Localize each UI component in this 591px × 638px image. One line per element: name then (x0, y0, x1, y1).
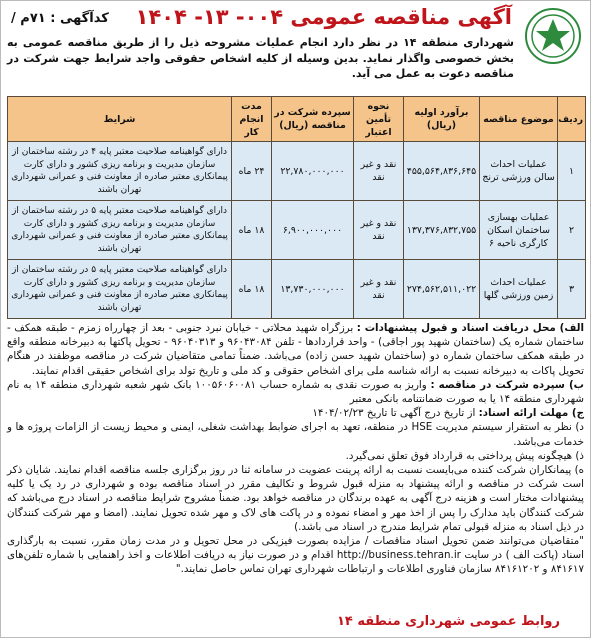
col-header-duration: مدت انجام کار (232, 97, 272, 142)
cell-conditions: دارای گواهینامه صلاحیت معتبر پایه ۵ در رشته ساختمان از سازمان مدیریت و برنامه ریزی کشور و دارای کارت پیمانکاری معتبر صادره از معاونت فنی و عمرانی شهرداری تهران باشند (8, 260, 232, 319)
cell-subject: عملیات احداث زمین ورزشی گلها (480, 260, 558, 319)
tehran-municipality-logo-icon (522, 5, 584, 67)
section-f: ه) پیمانکاران شرکت کننده می‌بایست نسبت به ارائه پرینت عضویت در سامانه ثنا در روز برگزاری جلسه مناقصه اقدام نمایند. شایان ذکر است شرکت در مناقصه و ارائه پیشنهاد به منزله قبول شروط و تکالیف مقرر در اسناد مناقصه بوده و شهرداری در رد یک یا کلیه پیشنهادات مختار است و هزینه درج آگهی به عهده برندگان در مناقصه خواهد بود. ضمناً مشروح شرایط مناقصه در اسناد درج می‌باشد که شرکت کنندگان باید مدارک را پس از اخذ مهر و امضاء نموده و در پاکت های لاک و مهر شده تحویل نمایند. (امضا و مهر شرکت کنندگان در ذیل اسناد به منزله قبولی تمام شرایط مندرج در اسناد می باشد.) (7, 464, 584, 533)
tender-table (7, 96, 586, 319)
col-header-deposit: سپرده شرکت در مناقصه (ریال) (272, 97, 354, 142)
footer-signature: روابط عمومی شهرداری منطقه ۱۴ (337, 614, 560, 629)
cell-row-number: ۳ (558, 260, 586, 319)
col-header-conditions: شرایط (8, 97, 232, 142)
cell-subject: عملیات بهسازی ساختمان اسکان کارگری ناحیه ۶ (480, 201, 558, 260)
section-b (7, 378, 584, 406)
col-header-estimate: برآورد اولیه (ریال) (404, 97, 480, 142)
cell-subject: عملیات احداث سالن ورزشی ترنج (480, 142, 558, 201)
col-header-row-number: ردیف (558, 97, 586, 142)
col-header-funding: نحوه تأمین اعتبار (354, 97, 404, 142)
cell-estimate: ۴۵۵,۵۶۴,۸۳۶,۶۴۵ (404, 142, 480, 201)
notice-title: آگهی مناقصه عمومی ۰۰۴- ۱۳- ۱۴۰۴ (135, 5, 512, 29)
cell-row-number: ۱ (558, 142, 586, 201)
cell-row-number: ۲ (558, 201, 586, 260)
table-row (8, 142, 586, 201)
section-e: ذ) هیچگونه پیش پرداختی به قرارداد فوق تعلق نمی‌گیرد. (345, 449, 584, 462)
col-header-subject: موضوع مناقصه (480, 97, 558, 142)
cell-funding: نقد و غیر نقد (354, 142, 404, 201)
section-g: "متقاضیان می‌توانند ضمن تحویل اسناد مناقصات / مزایده بصورت فیزیکی در محل تحویل و در مدت زمان مقرر، نسبت به بارگذاری اسناد (پاکت الف ) در سایت http://business.tehran.ir اقدام و در صورت نیاز به دریافت اطلاعات و اخذ راهنمایی با شماره تلفن‌های ۸۴۱۶۱۷ و ۸۴۱۶۱۲۰۲ سازمان فناوری اطلاعات و ارتباطات شهرداری تهران تماس حاصل نمایند." (7, 535, 584, 576)
cell-duration: ۱۸ ماه (232, 201, 272, 260)
table-header-row (8, 97, 586, 142)
cell-funding: نقد و غیر نقد (354, 201, 404, 260)
cell-deposit: ۶,۹۰۰,۰۰۰,۰۰۰ (272, 201, 354, 260)
section-a-label: الف) محل دریافت اسناد و قبول پیشنهادات : (356, 322, 584, 334)
notice-body (7, 321, 584, 577)
section-a-text: برزگراه شهید محلاتی - خیابان نبرد جنوبی - بعد از چهارراه زمزم - طبقه همکف - ساختمان شماره یک (ساختمان شهید پور اجاقی) - واحد قراردادها - تلفن ۹۶۰۴۳۰۸۴ و ۹۶۰۴۰۳۱۳ - تحویل پاکتها به دبیرخانه منطقه واقع در طبقه همکف ساختمان شماره دو (ساختمان شهید حسن زاده) می‌باشد. ضمناً تمامی متقاضیان شرکت در مناقصه موظفند در هنگام تحویل پاکات به دبیرخانه نسبت به ارائه شناسه ملی برای اشخاص حقوقی و کد ملی و تاریخ تولد برای اشخاص حقیقی اقدام نمایند. (7, 322, 584, 377)
cell-conditions: دارای گواهینامه صلاحیت معتبر پایه ۴ در رشته ساختمان از سازمان مدیریت و برنامه ریزی کشور و دارای کارت پیمانکاری معتبر صادره از معاونت فنی و عمرانی شهرداری تهران باشند (8, 142, 232, 201)
cell-estimate: ۲۷۴,۵۶۲,۵۱۱,۰۲۲ (404, 260, 480, 319)
cell-deposit: ۲۲,۷۸۰,۰۰۰,۰۰۰ (272, 142, 354, 201)
cell-deposit: ۱۳,۷۳۰,۰۰۰,۰۰۰ (272, 260, 354, 319)
cell-duration: ۲۴ ماه (232, 142, 272, 201)
cell-funding: نقد و غیر نقد (354, 260, 404, 319)
table-row (8, 260, 586, 319)
section-c-text: از تاریخ درج آگهی تا تاریخ ۱۴۰۴/۰۲/۲۳ (312, 407, 479, 420)
table-row (8, 201, 586, 260)
section-c (7, 406, 584, 420)
section-b-text: واریز به صورت نقدی به شماره حساب ۱۰۰۵۶۰۶۰۰۸۱ بانک شهر شعبه شهرداری منطقه ۱۴ به نام شهرداری منطقه ۱۴ یا به صورت ضمانتنامه بانکی معتبر (7, 378, 584, 406)
section-a (7, 321, 584, 378)
section-b-label: ب) سپرده شرکت در مناقصه : (430, 378, 584, 391)
cell-duration: ۱۸ ماه (232, 260, 272, 319)
cell-conditions: دارای گواهینامه صلاحیت معتبر پایه ۵ در رشته ساختمان از سازمان مدیریت و برنامه ریزی کشور و دارای کارت پیمانکاری معتبر صادره از معاونت فنی و عمرانی شهرداری تهران باشند (8, 201, 232, 260)
section-c-label: ج) مهلت ارائه اسناد: (478, 407, 584, 420)
intro-text: شهرداری منطقه ۱۴ در نظر دارد انجام عملیات مشروحه ذیل را از طریق مناقصه عمومی به بخش خصوصی واگذار نماید. بدین وسیله از کلیه اشخاص حقوقی واجد شرایط جهت شرکت در مناقصه دعوت به عمل می آید. (7, 36, 514, 80)
cell-estimate: ۱۳۷,۳۷۶,۸۳۲,۷۵۵ (404, 201, 480, 260)
section-d: د) نظر به استقرار سیستم مدیریت HSE در منطقه، تعهد به اجرای ضوابط بهداشت شغلی، ایمنی و محیط زیست از الزامات پروژه ها و خدمات می‌باشد. (7, 421, 585, 448)
notice-code: کدآگهی : ۷۱م / (11, 11, 109, 26)
